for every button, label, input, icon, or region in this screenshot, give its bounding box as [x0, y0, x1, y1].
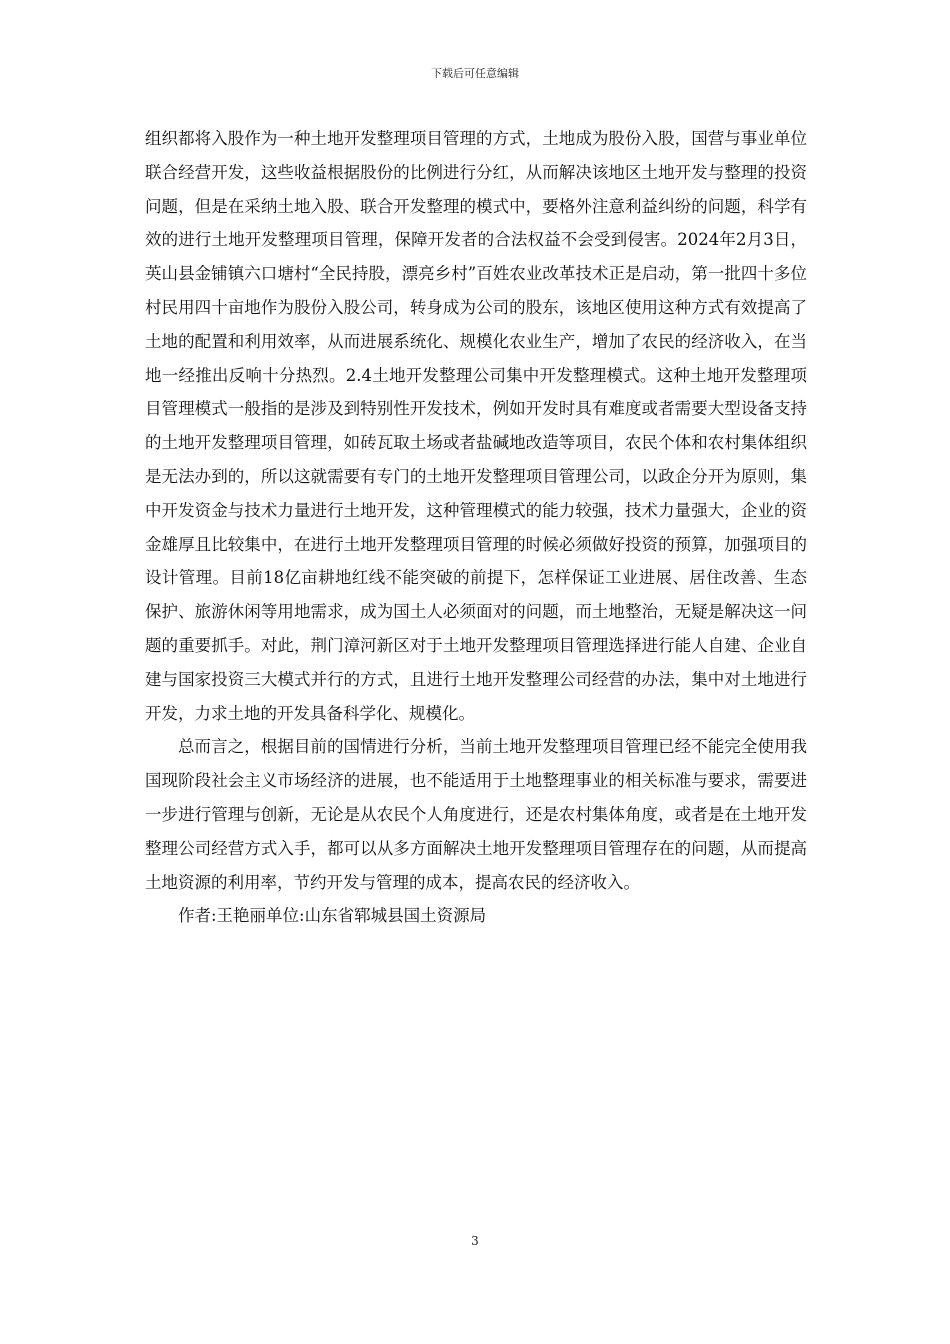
author-line: 作者:王艳丽单位:山东省郓城县国土资源局 — [178, 906, 487, 926]
page-header: 下载后可任意编辑 — [431, 67, 519, 80]
document-body — [145, 122, 807, 933]
page-number: 3 — [471, 1234, 479, 1248]
body-paragraph-1: 组织都将入股作为一种土地开发整理项目管理的方式，土地成为股份入股，国营与事业单位联合经营开发，这些收益根据股份的比例进行分红，从而解决该地区土地开发与整理的投资问题，但是在采纳土地入股、联合开发整理的模式中，要格外注意利益纠纷的问题，科学有效的进行土地开发整理项目管理，保障开发者的合法权益不会受到侵害。2024年2月3日，英山县金铺镇六口塘村“全民持股，漂亮乡村”百姓农业改革技术正是启动，第一批四十多位村民用四十亩地作为股份入股公司，转身成为公司的股东，该地区使用这种方式有效提高了土地的配置和利用效率，从而进展系统化、规模化农业生产，增加了农民的经济收入，在当地一经推出反响十分热烈。2.4土地开发整理公司集中开发整理模式。这种土地开发整理项目管理模式一般指的是涉及到特别性开发技术，例如开发时具有难度或者需要大型设备支持的土地开发整理项目管理，如砖瓦取土场或者盐碱地改造等项目，农民个体和农村集体组织是无法办到的，所以这就需要有专门的土地开发整理项目管理公司，以政企分开为原则，集中开发资金与技术力量进行土地开发，这种管理模式的能力较强，技术力量强大，企业的资金雄厚且比较集中，在进行土地开发整理项目管理的时候必须做好投资的预算，加强项目的设计管理。目前18亿亩耕地红线不能突破的前提下，怎样保证工业进展、居住改善、生态保护、旅游休闲等用地需求，成为国土人必须面对的问题，而土地整治，无疑是解决这一问题的重要抓手。对此，荆门漳河新区对于土地开发整理项目管理选择进行能人自建、企业自建与国家投资三大模式并行的方式，且进行土地开发整理公司经营的办法，集中对土地进行开发，力求土地的开发具备科学化、规模化。 — [145, 129, 807, 723]
body-paragraph-2: 总而言之，根据目前的国情进行分析，当前土地开发整理项目管理已经不能完全使用我国现阶段社会主义市场经济的进展，也不能适用于土地整理事业的相关标准与要求，需要进一步进行管理与创新，无论是从农民个人角度进行，还是农村集体角度，或者是在土地开发整理公司经营方式入手，都可以从多方面解决土地开发整理项目管理存在的问题，从而提高土地资源的利用率，节约开发与管理的成本，提高农民的经济收入。 — [145, 737, 807, 892]
